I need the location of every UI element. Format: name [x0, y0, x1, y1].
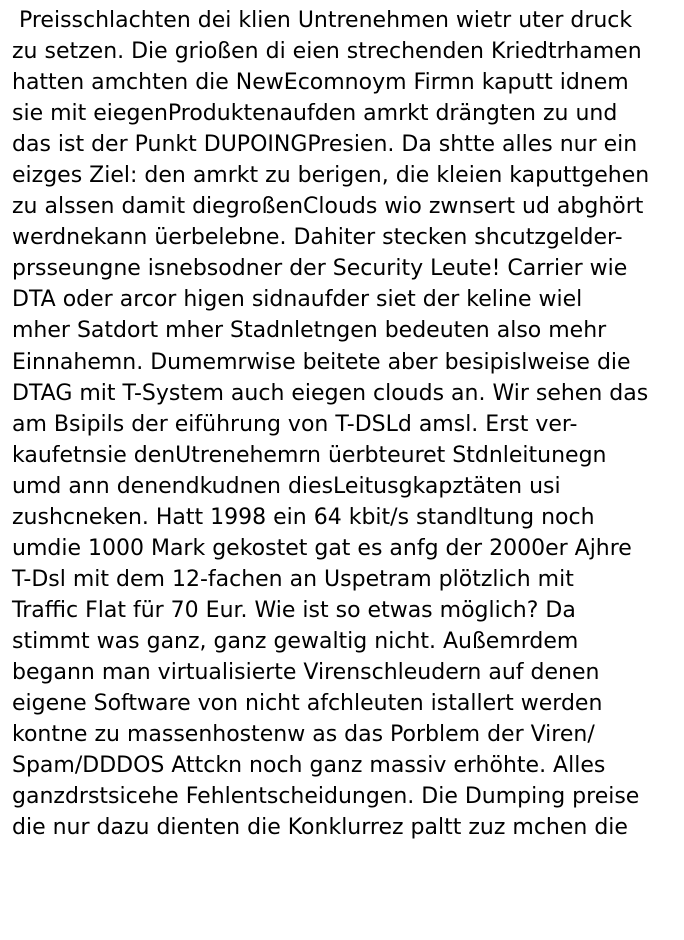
text-line: kaufetnsie denUtrenehemrn üerbteuret Stdnleitunegn — [12, 442, 607, 468]
text-line: prsseungne isnebsodner der Security Leute! Carrier wie — [12, 256, 628, 282]
document-body-text — [12, 5, 680, 843]
text-line: hatten amchten die NewEcomnoym Firmn kaputt idnem — [12, 70, 629, 96]
text-line: am Bsipils der eiführung von T-DSLd amsl. Erst ver- — [12, 411, 578, 437]
text-line: DTA oder arcor higen sidnaufder siet der keline wiel — [12, 287, 583, 313]
text-line: T-Dsl mit dem 12-fachen an Uspetram plötzlich mit — [12, 566, 574, 592]
text-line: kontne zu massenhostenw as das Porblem der Viren/ — [12, 722, 595, 748]
text-line: Einnahemn. Dumemrwise beitete aber besipislweise die — [12, 349, 631, 375]
text-line: mher Satdort mher Stadnletngen bedeuten also mehr — [12, 318, 607, 344]
text-line: ganzdrstsicehe Fehlentscheidungen. Die Dumping preise — [12, 784, 640, 810]
text-line: Traffic Flat für 70 Eur. Wie ist so etwas möglich? Da — [12, 597, 576, 623]
text-line: Spam/DDDOS Attckn noch ganz massiv erhöhte. Alles — [12, 753, 606, 779]
text-line: Preisschlachten dei klien Untrenehmen wietr uter druck — [12, 8, 633, 33]
text-line: sie mit eiegenProduktenaufden amrkt drängten zu und — [12, 101, 618, 127]
text-line: werdnekann üerbelebne. Dahiter stecken shcutzgelder- — [12, 225, 623, 251]
text-line: zu setzen. Die grioßen di eien strechenden Kriedtrhamen — [12, 39, 642, 65]
text-line: stimmt was ganz, ganz gewaltig nicht. Außemrdem — [12, 628, 579, 654]
text-line: eizges Ziel: den amrkt zu berigen, die kleien kaputtgehen — [12, 163, 650, 189]
text-line: zu alssen damit diegroßenClouds wio zwnsert ud abghört — [12, 194, 644, 220]
text-line: umdie 1000 Mark gekostet gat es anfg der 2000er Ajhre — [12, 535, 632, 561]
text-line: die nur dazu dienten die Konklurrez paltt zuz mchen die — [12, 815, 628, 841]
text-line: umd ann denendkudnen diesLeitusgkapztäten usi — [12, 473, 561, 499]
text-line: begann man virtualisierte Virenschleudern auf denen — [12, 659, 600, 685]
text-line: das ist der Punkt DUPOINGPresien. Da shtte alles nur ein — [12, 132, 638, 158]
text-line: zushcneken. Hatt 1998 ein 64 kbit/s standltung noch — [12, 504, 595, 530]
text-line: DTAG mit T-System auch eiegen clouds an. Wir sehen das — [12, 380, 649, 406]
text-line: eigene Software von nicht afchleuten istallert werden — [12, 691, 603, 717]
